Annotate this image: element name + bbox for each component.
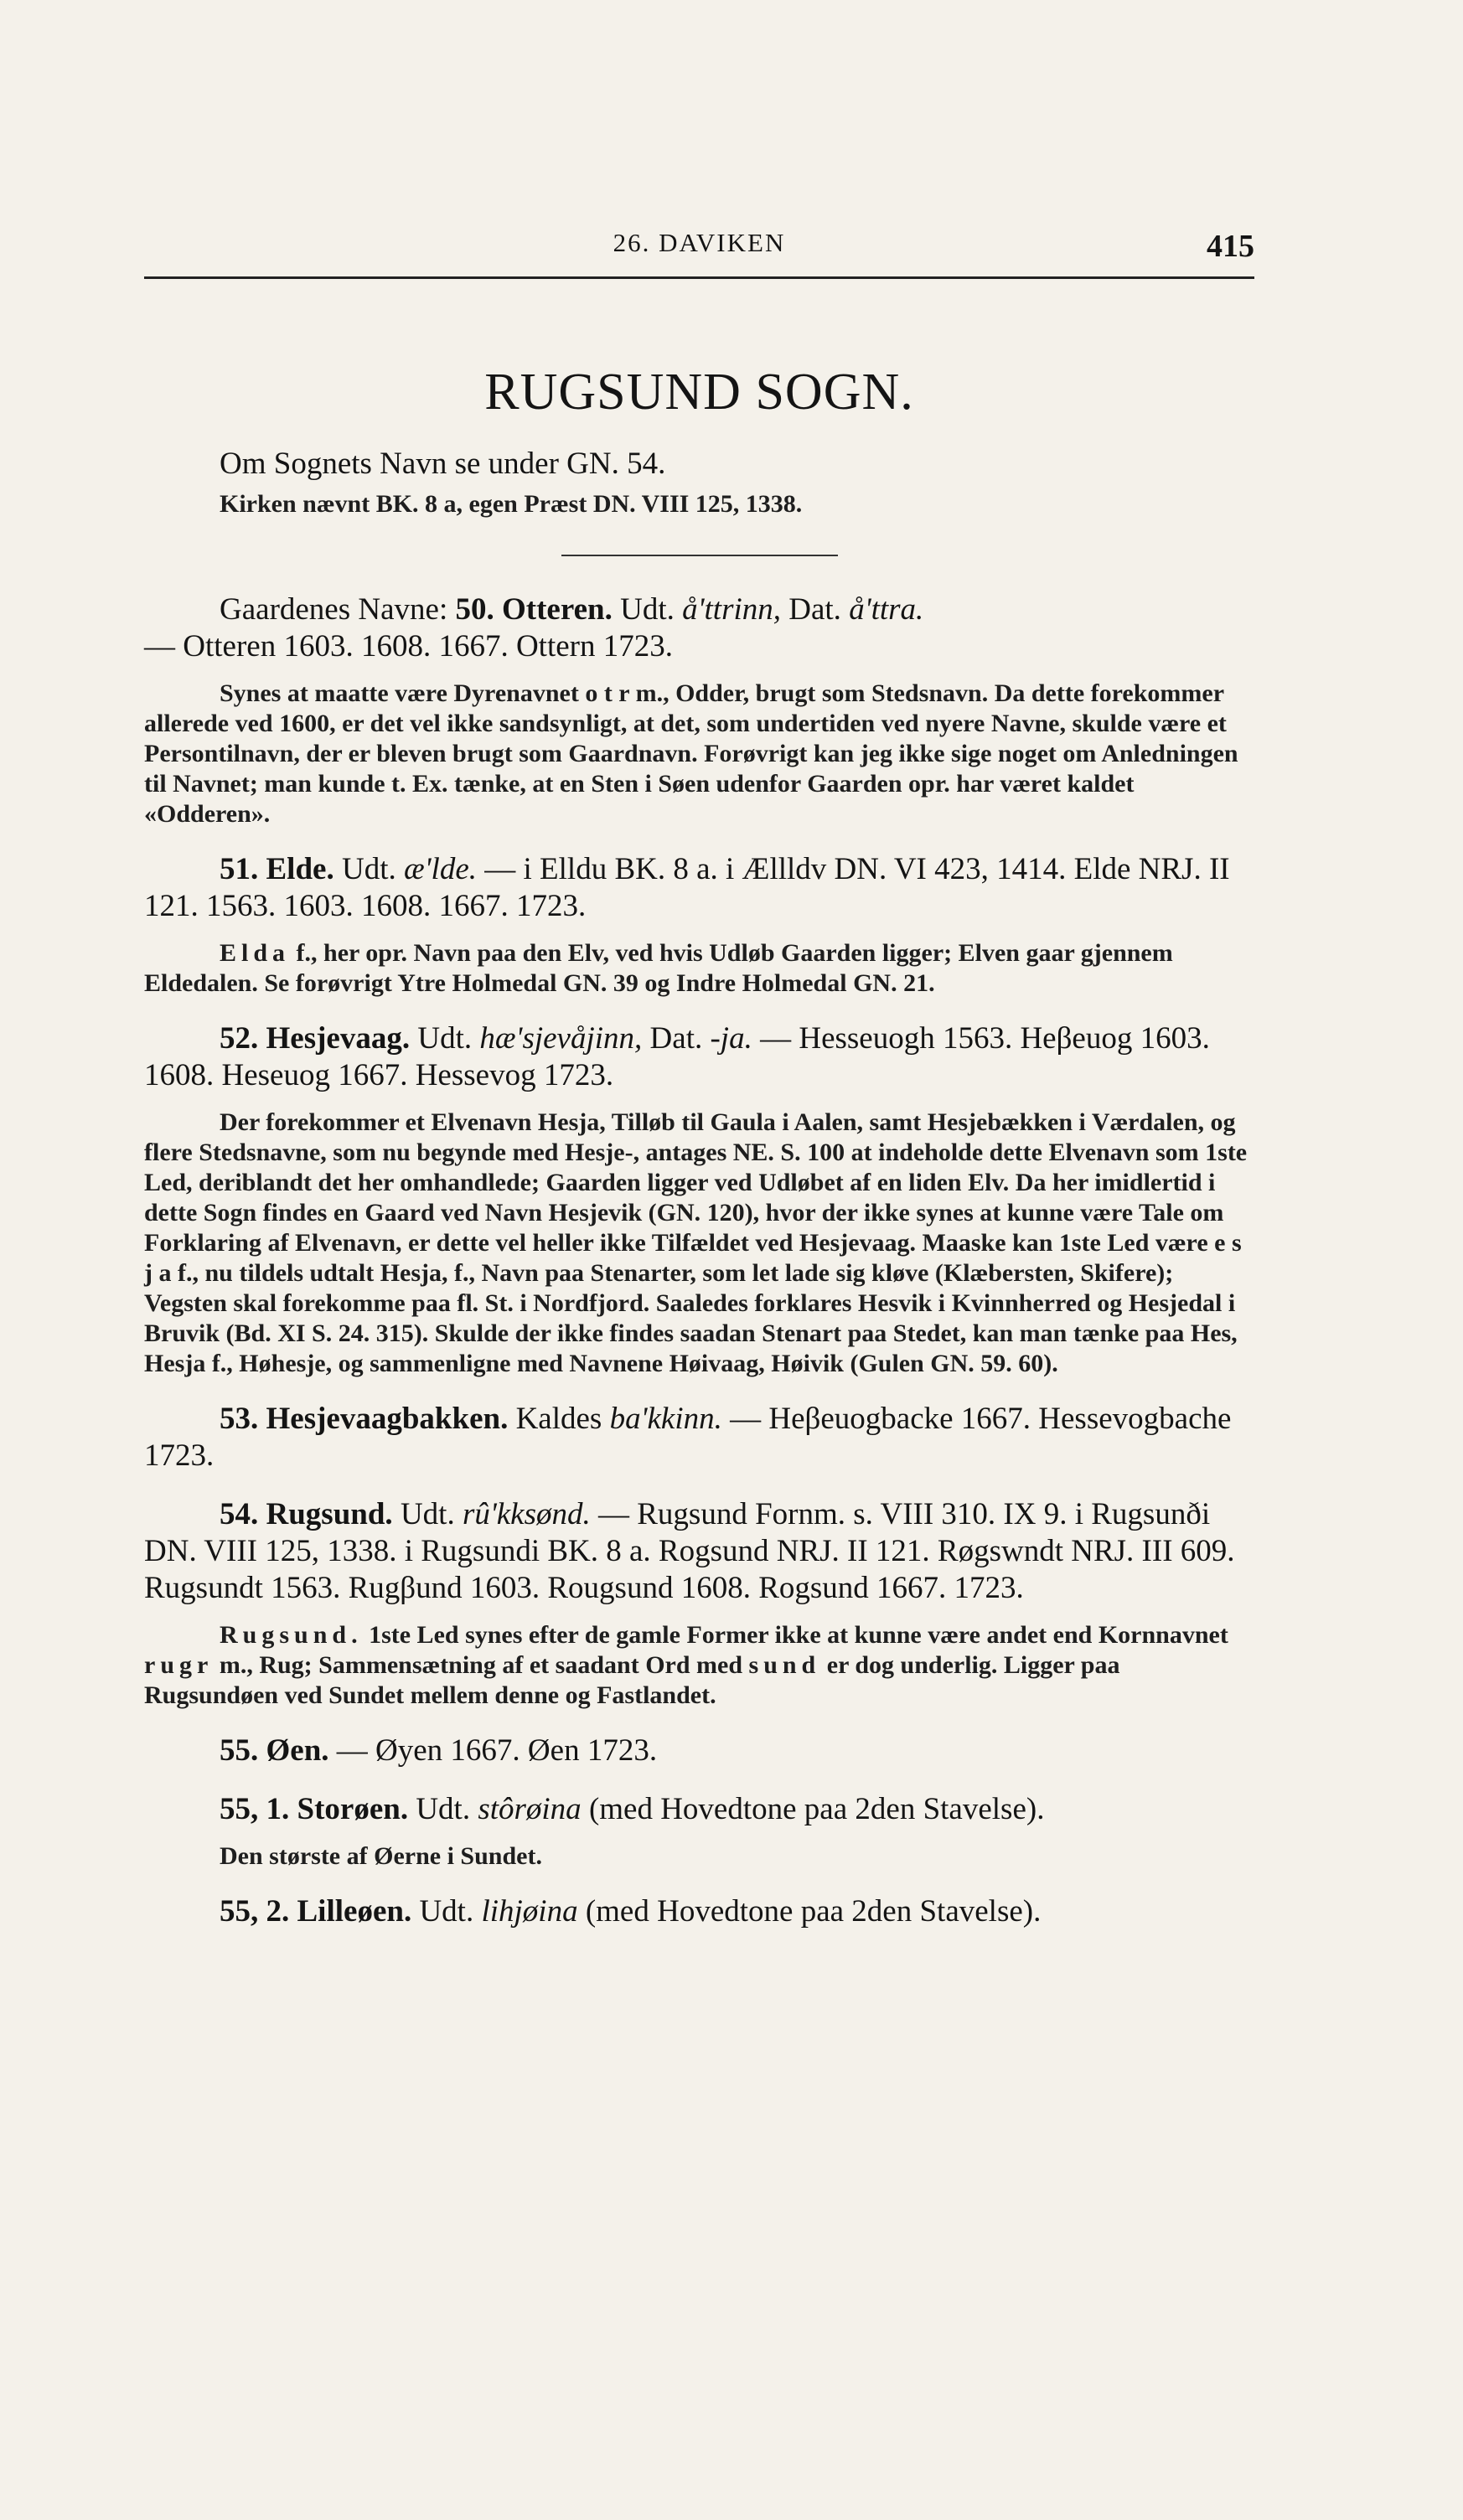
entry-54-note <box>144 1620 1254 1711</box>
entry-50-lead: Gaardenes Navne: <box>220 592 456 627</box>
entry-51-note <box>144 938 1254 999</box>
entry-55-2-remark: (med Hovedtone paa 2den Stavelse). <box>577 1894 1042 1929</box>
entry-51-note-text: f., her opr. Navn paa den Elv, ved hvis Udløb Gaarden ligger; Elven gaar gjennem Eldedalen. Se forøvrigt Ytre Holmedal GN. 39 og Indre Holmedal GN. 21. <box>144 939 1173 997</box>
page-header <box>144 226 1254 279</box>
entry-50-number: 50. <box>455 592 494 627</box>
entry-54-note-text-a: 1ste Led synes efter de gamle Former ikke at kunne være andet end Kornnavnet <box>362 1621 1228 1649</box>
entry-53-kaldes: Kaldes <box>508 1402 610 1436</box>
entry-55-1-number: 55, 1. <box>220 1792 290 1826</box>
entry-54-note-keyword-2: rugr <box>144 1651 214 1679</box>
entry-52-farm-name: Hesjevaag. <box>266 1021 411 1056</box>
entry-55-2-pronunciation: lihjøina <box>481 1894 578 1929</box>
page-number: 415 <box>1207 229 1254 264</box>
entry-50-farm-name: Otteren. <box>501 592 613 627</box>
entry-51-udt: Udt. <box>333 852 404 886</box>
entry-52-dative: -ja. <box>710 1021 752 1056</box>
entry-55-forms: — Øyen 1667. Øen 1723. <box>328 1733 658 1768</box>
entry-51-pronunciation: æ'lde. <box>403 852 478 886</box>
entry-54-number: 54. <box>220 1497 259 1531</box>
entry-52-heading <box>144 1020 1254 1094</box>
entry-55-2-number: 55, 2. <box>220 1894 290 1929</box>
entry-55-1-pronunciation: stôrøina <box>478 1792 582 1826</box>
entry-50-dat: Dat. <box>781 592 850 627</box>
entry-54-udt: Udt. <box>392 1497 463 1531</box>
entry-55-heading <box>144 1732 1254 1769</box>
entry-55-1-remark: (med Hovedtone paa 2den Stavelse). <box>581 1792 1045 1826</box>
section-divider <box>561 555 838 556</box>
entry-50-heading <box>144 591 1254 628</box>
entry-53-pronunciation: ba'kkinn. <box>609 1402 722 1436</box>
entry-52-pronunciation: hæ'sjevåjinn, <box>479 1021 643 1056</box>
entry-55-1-note: Den største af Øerne i Sundet. <box>220 1842 542 1870</box>
entry-51-number: 51. <box>220 852 259 886</box>
running-title: 26. DAVIKEN <box>613 228 786 257</box>
entry-55-2-farm-name: Lilleøen. <box>297 1894 412 1929</box>
parish-title: RUGSUND SOGN. <box>484 364 914 421</box>
entry-54-pronunciation: rû'kksønd. <box>462 1497 591 1531</box>
entry-51-note-keyword: Elda <box>220 939 291 967</box>
entry-52-dat: Dat. <box>642 1021 711 1056</box>
entry-54-note-text-c: er dog underlig. Ligger paa Rugsundøen ved Sundet mellem denne og Fastlandet. <box>144 1651 1120 1709</box>
entry-54-note-text-b: m., Rug; Sammensætning af et saadant Ord med <box>213 1651 749 1679</box>
entry-55-2-heading <box>144 1893 1254 1930</box>
entry-54-forms: — Rugsund Fornm. s. VIII 310. IX 9. i Rugsunði DN. VIII 125, 1338. i Rugsundi BK. 8 a. Rogsund NRJ. II 121. Røgswndt NRJ. III 609. Rugsundt 1563. Rugβund 1603. Rougsund 1608. Rogsund 1667. 1723. <box>144 1497 1235 1605</box>
entry-53-heading <box>144 1401 1254 1474</box>
entry-51-farm-name: Elde. <box>266 852 334 886</box>
intro-line-2: Kirken nævnt BK. 8 a, egen Præst DN. VIII 125, 1338. <box>220 490 803 518</box>
entry-55-1-heading <box>144 1791 1254 1828</box>
entry-50-forms: — Otteren 1603. 1608. 1667. Ottern 1723. <box>144 629 673 664</box>
entry-54-note-keyword-3: sund <box>748 1651 821 1679</box>
entry-54-farm-name: Rugsund. <box>266 1497 393 1531</box>
entry-53-number: 53. <box>220 1402 259 1436</box>
entry-51-forms: — i Elldu BK. 8 a. i Ællldv DN. VI 423, 1414. Elde NRJ. II 121. 1563. 1603. 1608. 1667. 1723. <box>144 852 1230 923</box>
entry-50-pronunciation: å'ttrinn, <box>682 592 781 627</box>
book-page <box>144 226 1254 1930</box>
entry-53-farm-name: Hesjevaagbakken. <box>266 1402 509 1436</box>
entry-53-forms: — Heβeuogbacke 1667. Hessevogbache 1723. <box>144 1402 1232 1473</box>
entry-50-note: Synes at maatte være Dyrenavnet o t r m., Odder, brugt som Stedsnavn. Da dette forekommer allerede ved 1600, er det vel ikke sandsynligt, at det, som undertiden ved nyere Navne, skulde være et Persontilnavn, der er bleven brugt som Gaardnavn. Forøvrigt kan jeg ikke sige noget om Anledningen til Navnet; man kunde t. Ex. tænke, at en Sten i Søen udenfor Gaarden opr. har været kaldet «Odderen». <box>144 679 1238 828</box>
entry-55-1-farm-name: Storøen. <box>297 1792 409 1826</box>
entry-52-number: 52. <box>220 1021 259 1056</box>
entry-54-note-keyword: Rugsund. <box>220 1621 363 1649</box>
entry-52-udt: Udt. <box>410 1021 480 1056</box>
intro-line-1: Om Sognets Navn se under GN. 54. <box>220 447 666 481</box>
entry-50-dative: å'ttra. <box>849 592 924 627</box>
entry-55-2-udt: Udt. <box>411 1894 482 1929</box>
entry-55-farm-name: Øen. <box>266 1733 329 1768</box>
entry-54-heading <box>144 1496 1254 1607</box>
entry-55-1-udt: Udt. <box>408 1792 478 1826</box>
entry-50-udt: Udt. <box>612 592 683 627</box>
entry-51-heading <box>144 851 1254 925</box>
entry-55-number: 55. <box>220 1733 259 1768</box>
entry-52-note: Der forekommer et Elvenavn Hesja, Tilløb til Gaula i Aalen, samt Hesjebækken i Værdalen, og flere Stedsnavne, som nu begynde med Hesje-, antages NE. S. 100 at indeholde dette Elvenavn som 1ste Led, deriblandt det her omhandlede; Gaarden ligger ved Udløbet af en liden Elv. Da her imidlertid i dette Sogn findes en Gaard ved Navn Hesjevik (GN. 120), hvor der ikke synes at kunne være Tale om Forklaring af Elvenavn, er dette vel heller ikke Tilfældet ved Hesjevaag. Maaske kan 1ste Led være e s j a f., nu tildels udtalt Hesja, f., Navn paa Stenarter, som let lade sig kløve (Klæbersten, Skifere); Vegsten skal forekomme paa fl. St. i Nordfjord. Saaledes forklares Hesvik i Kvinnherred og Hesjedal i Bruvik (Bd. XI S. 24. 315). Skulde der ikke findes saadan Stenart paa Stedet, kan man tænke paa Hes, Hesja f., Høhesje, og sammenligne med Navnene Høivaag, Høivik (Gulen GN. 59. 60). <box>144 1108 1248 1377</box>
entry-52-forms: — Hesseuogh 1563. Heβeuog 1603. 1608. Heseuog 1667. Hessevog 1723. <box>144 1021 1210 1092</box>
